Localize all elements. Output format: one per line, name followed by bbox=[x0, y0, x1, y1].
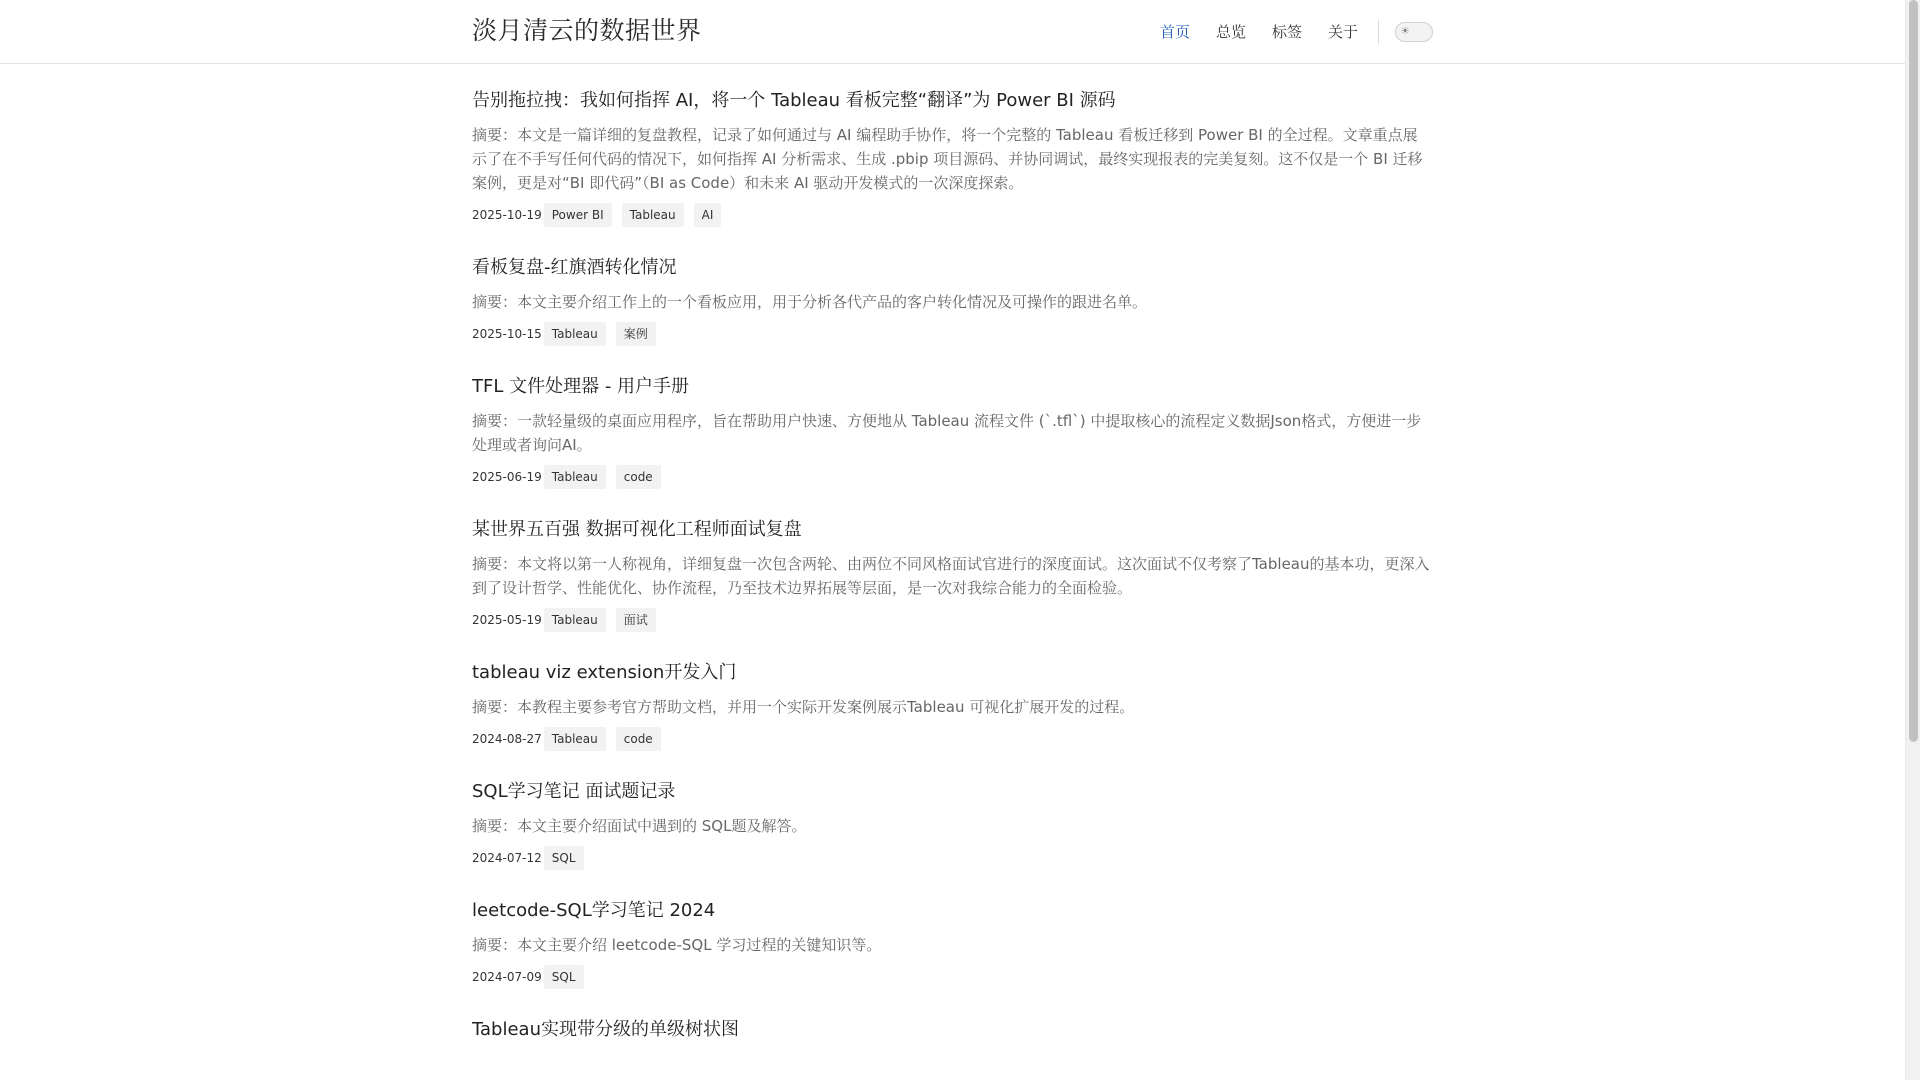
post-tag[interactable]: code bbox=[616, 465, 661, 489]
nav-item-tags[interactable]: 标签 bbox=[1272, 23, 1303, 41]
post-summary: 摘要：本文将以第一人称视角，详细复盘一次包含两轮、由两位不同风格面试官进行的深度面试。这次面试不仅考察了Tableau的基本功，更深入到了设计哲学、性能优化、协作流程，乃至技术边界拓展等层面，是一次对我综合能力的全面检验。 bbox=[472, 555, 1430, 597]
post-title[interactable]: SQL学习笔记 面试题记录 bbox=[472, 781, 676, 802]
post-title[interactable]: 某世界五百强 数据可视化工程师面试复盘 bbox=[472, 519, 802, 540]
post-title[interactable]: Tableau实现带分级的单级树状图 bbox=[472, 1019, 739, 1040]
post-item bbox=[472, 374, 1432, 489]
post-tag[interactable]: Power BI bbox=[544, 203, 612, 227]
post-item bbox=[472, 1017, 1432, 1043]
post-title[interactable]: tableau viz extension开发入门 bbox=[472, 662, 737, 683]
nav-item-home[interactable]: 首页 bbox=[1160, 23, 1191, 41]
post-item bbox=[472, 779, 1432, 870]
post-meta bbox=[472, 203, 1432, 227]
post-tag[interactable]: SQL bbox=[544, 965, 584, 989]
post-title[interactable]: 告别拖拉拽：我如何指挥 AI，将一个 Tableau 看板完整“翻译”为 Power BI 源码 bbox=[472, 90, 1116, 111]
post-tag[interactable]: 面试 bbox=[616, 608, 656, 632]
scrollbar-thumb[interactable] bbox=[1909, 0, 1918, 742]
post-date: 2025-10-15 bbox=[472, 327, 542, 341]
post-meta bbox=[472, 965, 1432, 989]
main-nav bbox=[1160, 20, 1433, 44]
post-summary: 摘要：本文主要介绍面试中遇到的 SQL题及解答。 bbox=[472, 817, 807, 835]
post-summary: 摘要：本文主要介绍 leetcode-SQL 学习过程的关键知识等。 bbox=[472, 936, 882, 954]
post-summary: 摘要：本文是一篇详细的复盘教程，记录了如何通过与 AI 编程助手协作，将一个完整的 Tableau 看板迁移到 Power BI 的全过程。文章重点展示了在不手写任何代码的情况下，如何指挥 AI 分析需求、生成 .pbip 项目源码、并协同调试，最终实现报表的完美复刻。这不仅是一个 BI 迁移案例，更是对“BI 即代码”（BI as Code）和未来 AI 驱动开发模式的一次深度探索。 bbox=[472, 126, 1423, 192]
post-tag[interactable]: AI bbox=[694, 203, 722, 227]
post-date: 2024-08-27 bbox=[472, 732, 542, 746]
post-date: 2024-07-09 bbox=[472, 970, 542, 984]
post-item bbox=[472, 88, 1432, 227]
post-meta bbox=[472, 846, 1432, 870]
post-tag[interactable]: Tableau bbox=[544, 465, 606, 489]
theme-toggle[interactable] bbox=[1395, 22, 1433, 42]
post-summary: 摘要：本文主要介绍工作上的一个看板应用，用于分析各代产品的客户转化情况及可操作的跟进名单。 bbox=[472, 293, 1148, 311]
sun-icon: ☀ bbox=[1400, 26, 1410, 37]
post-item bbox=[472, 660, 1432, 751]
post-tag[interactable]: code bbox=[616, 727, 661, 751]
nav-item-overview[interactable]: 总览 bbox=[1216, 23, 1247, 41]
post-date: 2025-05-19 bbox=[472, 613, 542, 627]
post-meta bbox=[472, 322, 1432, 346]
post-tag[interactable]: Tableau bbox=[544, 727, 606, 751]
post-tag[interactable]: Tableau bbox=[544, 322, 606, 346]
post-date: 2024-07-12 bbox=[472, 851, 542, 865]
site-title[interactable]: 淡月清云的数据世界 bbox=[472, 16, 702, 45]
nav-divider bbox=[1378, 20, 1379, 44]
post-title[interactable]: TFL 文件处理器 - 用户手册 bbox=[472, 376, 690, 397]
post-item bbox=[472, 898, 1432, 989]
post-meta bbox=[472, 465, 1432, 489]
site-header bbox=[0, 0, 1905, 64]
post-meta bbox=[472, 608, 1432, 632]
post-list bbox=[472, 88, 1432, 1071]
nav-item-about[interactable]: 关于 bbox=[1328, 23, 1359, 41]
post-tag[interactable]: 案例 bbox=[616, 322, 656, 346]
post-meta bbox=[472, 727, 1432, 751]
post-title[interactable]: 看板复盘-红旗酒转化情况 bbox=[472, 257, 677, 278]
post-date: 2025-10-19 bbox=[472, 208, 542, 222]
post-item bbox=[472, 255, 1432, 346]
post-item bbox=[472, 517, 1432, 632]
post-title[interactable]: leetcode-SQL学习笔记 2024 bbox=[472, 900, 716, 921]
post-tag[interactable]: Tableau bbox=[544, 608, 606, 632]
vertical-scrollbar[interactable] bbox=[1905, 0, 1920, 1080]
post-tag[interactable]: SQL bbox=[544, 846, 584, 870]
post-summary: 摘要：一款轻量级的桌面应用程序，旨在帮助用户快速、方便地从 Tableau 流程文件 (`.tfl`) 中提取核心的流程定义数据Json格式，方便进一步处理或者询问AI。 bbox=[472, 412, 1422, 454]
post-summary: 摘要：本教程主要参考官方帮助文档，并用一个实际开发案例展示Tableau 可视化扩展开发的过程。 bbox=[472, 698, 1135, 716]
post-tag[interactable]: Tableau bbox=[622, 203, 684, 227]
post-date: 2025-06-19 bbox=[472, 470, 542, 484]
